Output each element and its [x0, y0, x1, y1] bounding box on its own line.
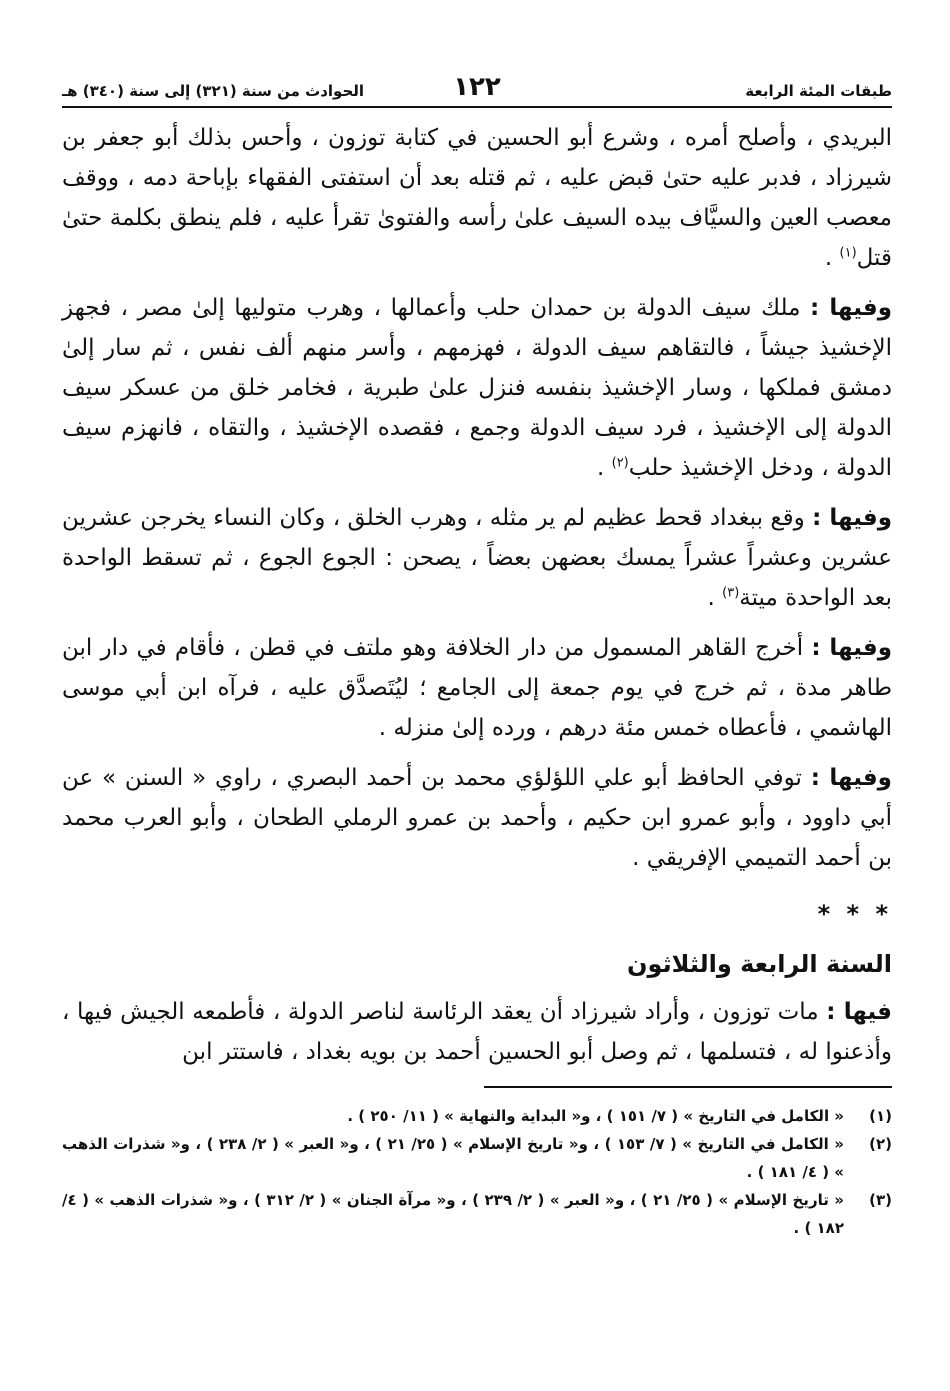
footnote-number: (٣): [869, 1191, 892, 1209]
footnote-text: « الكامل في التاريخ » ( ٧/ ١٥٣ ) ، و« تاريخ الإسلام » ( ٢٥/ ٢١ ) ، و« العبر » ( ٢/ ٢٣٨ ) ، و« شذرات الذهب » ( ٤/ ١٨١ ) .: [62, 1135, 844, 1181]
paragraph-lead: وفيها :: [811, 635, 892, 661]
footnote-ref: (٣): [722, 585, 740, 601]
footnote-number: (١): [869, 1107, 892, 1125]
section-separator: * * *: [817, 900, 892, 928]
paragraph-text: توفي الحافظ أبو علي اللؤلؤي محمد بن أحمد البصري ، راوي « السنن » عن أبي داوود ، وأبو عمرو ابن حكيم ، وأحمد بن عمرو الرملي الطحان ، وأبو العرب محمد بن أحمد التميمي الإفريقي .: [62, 765, 892, 871]
section-title: السنة الرابعة والثلاثون: [627, 950, 892, 978]
range-title: الحوادث من سنة (٣٢١) إلى سنة (٣٤٠) هـ: [62, 82, 365, 100]
footnote-text: « الكامل في التاريخ » ( ٧/ ١٥١ ) ، و« البداية والنهاية » ( ١١/ ٢٥٠ ) .: [347, 1107, 844, 1125]
paragraph-text: البريدي ، وأصلح أمره ، وشرع أبو الحسين في كتابة توزون ، وأحس بذلك أبو جعفر بن شيرزاد ، فدبر عليه حتىٰ قبض عليه ، ثم قتله بعد أن استفتى الفقهاء بإباحة دمه ، ووقف معصب العين والسيَّاف بيده السيف علىٰ رأسه والفتوىٰ تقرأ عليه ، فلم ينطق بكلمة حتىٰ قتل: [62, 125, 892, 271]
footnote-ref: (١): [839, 245, 857, 261]
paragraph: [62, 758, 892, 878]
footnote-ref: (٢): [611, 455, 629, 471]
paragraph-lead: وفيها :: [810, 765, 892, 791]
page-number: ١٢٢: [453, 72, 501, 102]
paragraph: [62, 992, 892, 1072]
footnote-text: « تاريخ الإسلام » ( ٢٥/ ٢١ ) ، و« العبر » ( ٢/ ٢٣٩ ) ، و« مرآة الجنان » ( ٢/ ٣١٢ ) ، و« شذرات الذهب » ( ٤/ ١٨٢ ) .: [62, 1191, 844, 1237]
footnote-number: (٢): [869, 1135, 892, 1153]
paragraph-tail: .: [707, 585, 723, 611]
paragraph: [62, 288, 892, 488]
paragraph-text: مات توزون ، وأراد شيرزاد أن يعقد الرئاسة لناصر الدولة ، فأطمعه الجيش فيها ، وأذعنوا له ، فتسلمها ، ثم وصل أبو الحسين أحمد بن بويه بغداد ، فاستتر ابن: [62, 999, 892, 1065]
footnotes: [62, 1102, 892, 1242]
footnote-rule: [484, 1086, 892, 1088]
paragraph: [62, 628, 892, 748]
paragraph-tail: .: [596, 455, 612, 481]
paragraph-text: وقع ببغداد قحط عظيم لم ير مثله ، وهرب الخلق ، وكان النساء يخرجن عشرين عشرين وعشراً عشراً يمسك بعضهن بعضاً ، يصحن : الجوع الجوع ، ثم تسقط الواحدة بعد الواحدة ميتة: [62, 505, 892, 611]
book-page: [62, 70, 892, 1242]
paragraph-tail: .: [824, 245, 840, 271]
paragraph: [62, 118, 892, 278]
book-title: طبقات المئة الرابعة: [745, 82, 892, 100]
paragraph-text: أخرج القاهر المسمول من دار الخلافة وهو ملتف في قطن ، فأقام في دار ابن طاهر مدة ، ثم خرج في يوم جمعة إلى الجامع ؛ ليُتَصدَّق عليه ، فرآه ابن أبي موسى الهاشمي ، فأعطاه خمس مئة درهم ، ورده إلىٰ منزله .: [62, 635, 892, 741]
running-header: [62, 70, 892, 104]
paragraph-lead: فيها :: [826, 999, 892, 1025]
paragraph-lead: وفيها :: [809, 295, 892, 321]
footnote: [62, 1102, 892, 1130]
main-text: [62, 118, 892, 1072]
footnote: [62, 1130, 892, 1186]
footnote: [62, 1186, 892, 1242]
paragraph-lead: وفيها :: [812, 505, 892, 531]
paragraph: [62, 498, 892, 618]
header-rule: [62, 106, 892, 108]
paragraph-text: ملك سيف الدولة بن حمدان حلب وأعمالها ، وهرب متوليها إلىٰ مصر ، فجهز الإخشيذ جيشاً ، فالتقاهم سيف الدولة ، فهزمهم ، وأسر منهم ألف نفس ، ثم سار إلىٰ دمشق فملكها ، وسار الإخشيذ بنفسه فنزل علىٰ طبرية ، فخامر خلق من عسكر سيف الدولة إلى الإخشيذ ، فرد سيف الدولة وجمع ، فقصده الإخشيذ ، والتقاه ، فانهزم سيف الدولة ، ودخل الإخشيذ حلب: [62, 295, 892, 481]
